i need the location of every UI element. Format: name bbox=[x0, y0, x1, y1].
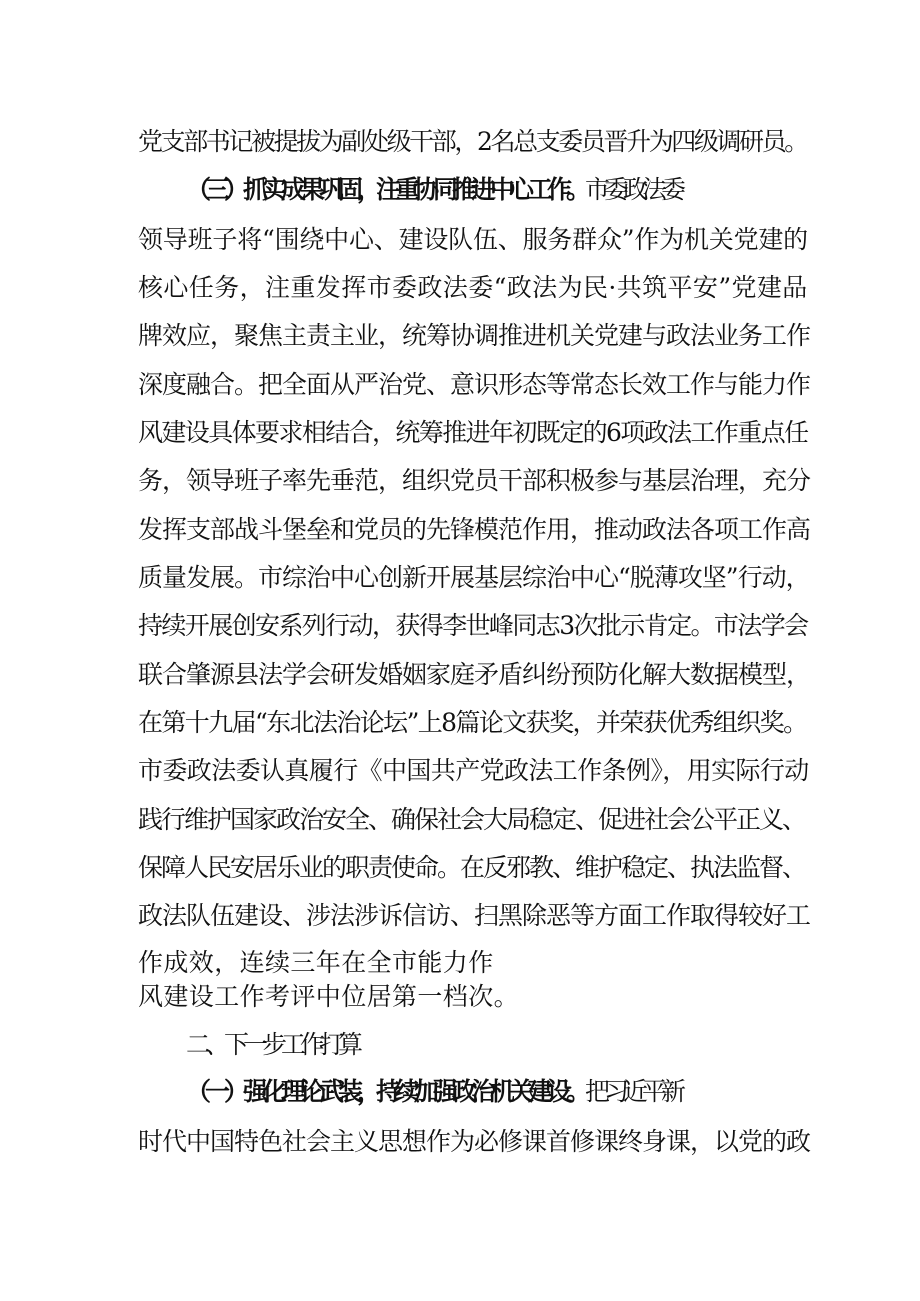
paragraph-line: 核心任务，注重发挥市委政法委“政法为民·共筑平安”党建品 bbox=[138, 273, 808, 302]
paragraph-line: 党支部书记被提拔为副处级干部，2名总支委员晋升为四级调研员。 bbox=[138, 127, 807, 156]
paragraph-line: 风建设具体要求相结合，统筹推进年初既定的6项政法工作重点任 bbox=[138, 418, 808, 447]
subheading-text: （三）抓实成果巩固，注重协同推进中心工作。 bbox=[186, 175, 586, 204]
paragraph-line: 持续开展创安系列行动，获得李世峰同志3次批示肯定。市法学会 bbox=[138, 611, 808, 640]
subheading-text: （一）强化理论武装，持续加强政治机关建设。 bbox=[186, 1077, 586, 1106]
paragraph-line: 时代中国特色社会主义思想作为必修课首修课终身课，以党的政 bbox=[138, 1127, 811, 1156]
paragraph-line: 作成效，连续三年在全市能力作 bbox=[138, 948, 494, 977]
paragraph-line: 质量发展。市综治中心创新开展基层综治中心“脱薄攻坚”行动， bbox=[138, 563, 810, 592]
paragraph-line: 市委政法委认真履行《中国共产党政法工作条例》，用实际行动 bbox=[138, 756, 809, 785]
paragraph-line: 务，领导班子率先垂范，组织党员干部积极参与基层治理，充分 bbox=[138, 466, 811, 495]
section-heading: 二、下一步工作打算 bbox=[186, 1030, 358, 1059]
paragraph-line: 领导班子将“围绕中心、建设队伍、服务群众”作为机关党建的 bbox=[138, 225, 808, 254]
paragraph-line: 保障人民安居乐业的职责使命。在反邪教、维护稳定、执法监督、 bbox=[138, 853, 806, 882]
paragraph-line: 政法队伍建设、涉法涉诉信访、扫黑除恶等方面工作取得较好工 bbox=[138, 901, 811, 930]
paragraph-line: 发挥支部战斗堡垒和党员的先锋模范作用，推动政法各项工作高 bbox=[138, 515, 811, 544]
subheading-line: （一）强化理论武装，持续加强政治机关建设。把习近平新 bbox=[186, 1077, 681, 1106]
paragraph-line: 风建设工作考评中位居第一档次。 bbox=[138, 982, 520, 1011]
paragraph-line: 深度融合。把全面从严治党、意识形态等常态长效工作与能力作 bbox=[138, 370, 811, 399]
paragraph-line: 联合肇源县法学会研发婚姻家庭矛盾纠纷预防化解大数据模型， bbox=[138, 660, 811, 689]
subheading-line: （三）抓实成果巩固，注重协同推进中心工作。市委政法委 bbox=[186, 175, 681, 204]
paragraph-line: 在第十九届“东北法治论坛”上8篇论文获奖，并荣获优秀组织奖。 bbox=[138, 708, 807, 737]
paragraph-line: 牌效应，聚焦主责主业，统筹协调推进机关党建与政法业务工作 bbox=[138, 321, 811, 350]
paragraph-line: 践行维护国家政治安全、确保社会大局稳定、促进社会公平正义、 bbox=[138, 805, 806, 834]
